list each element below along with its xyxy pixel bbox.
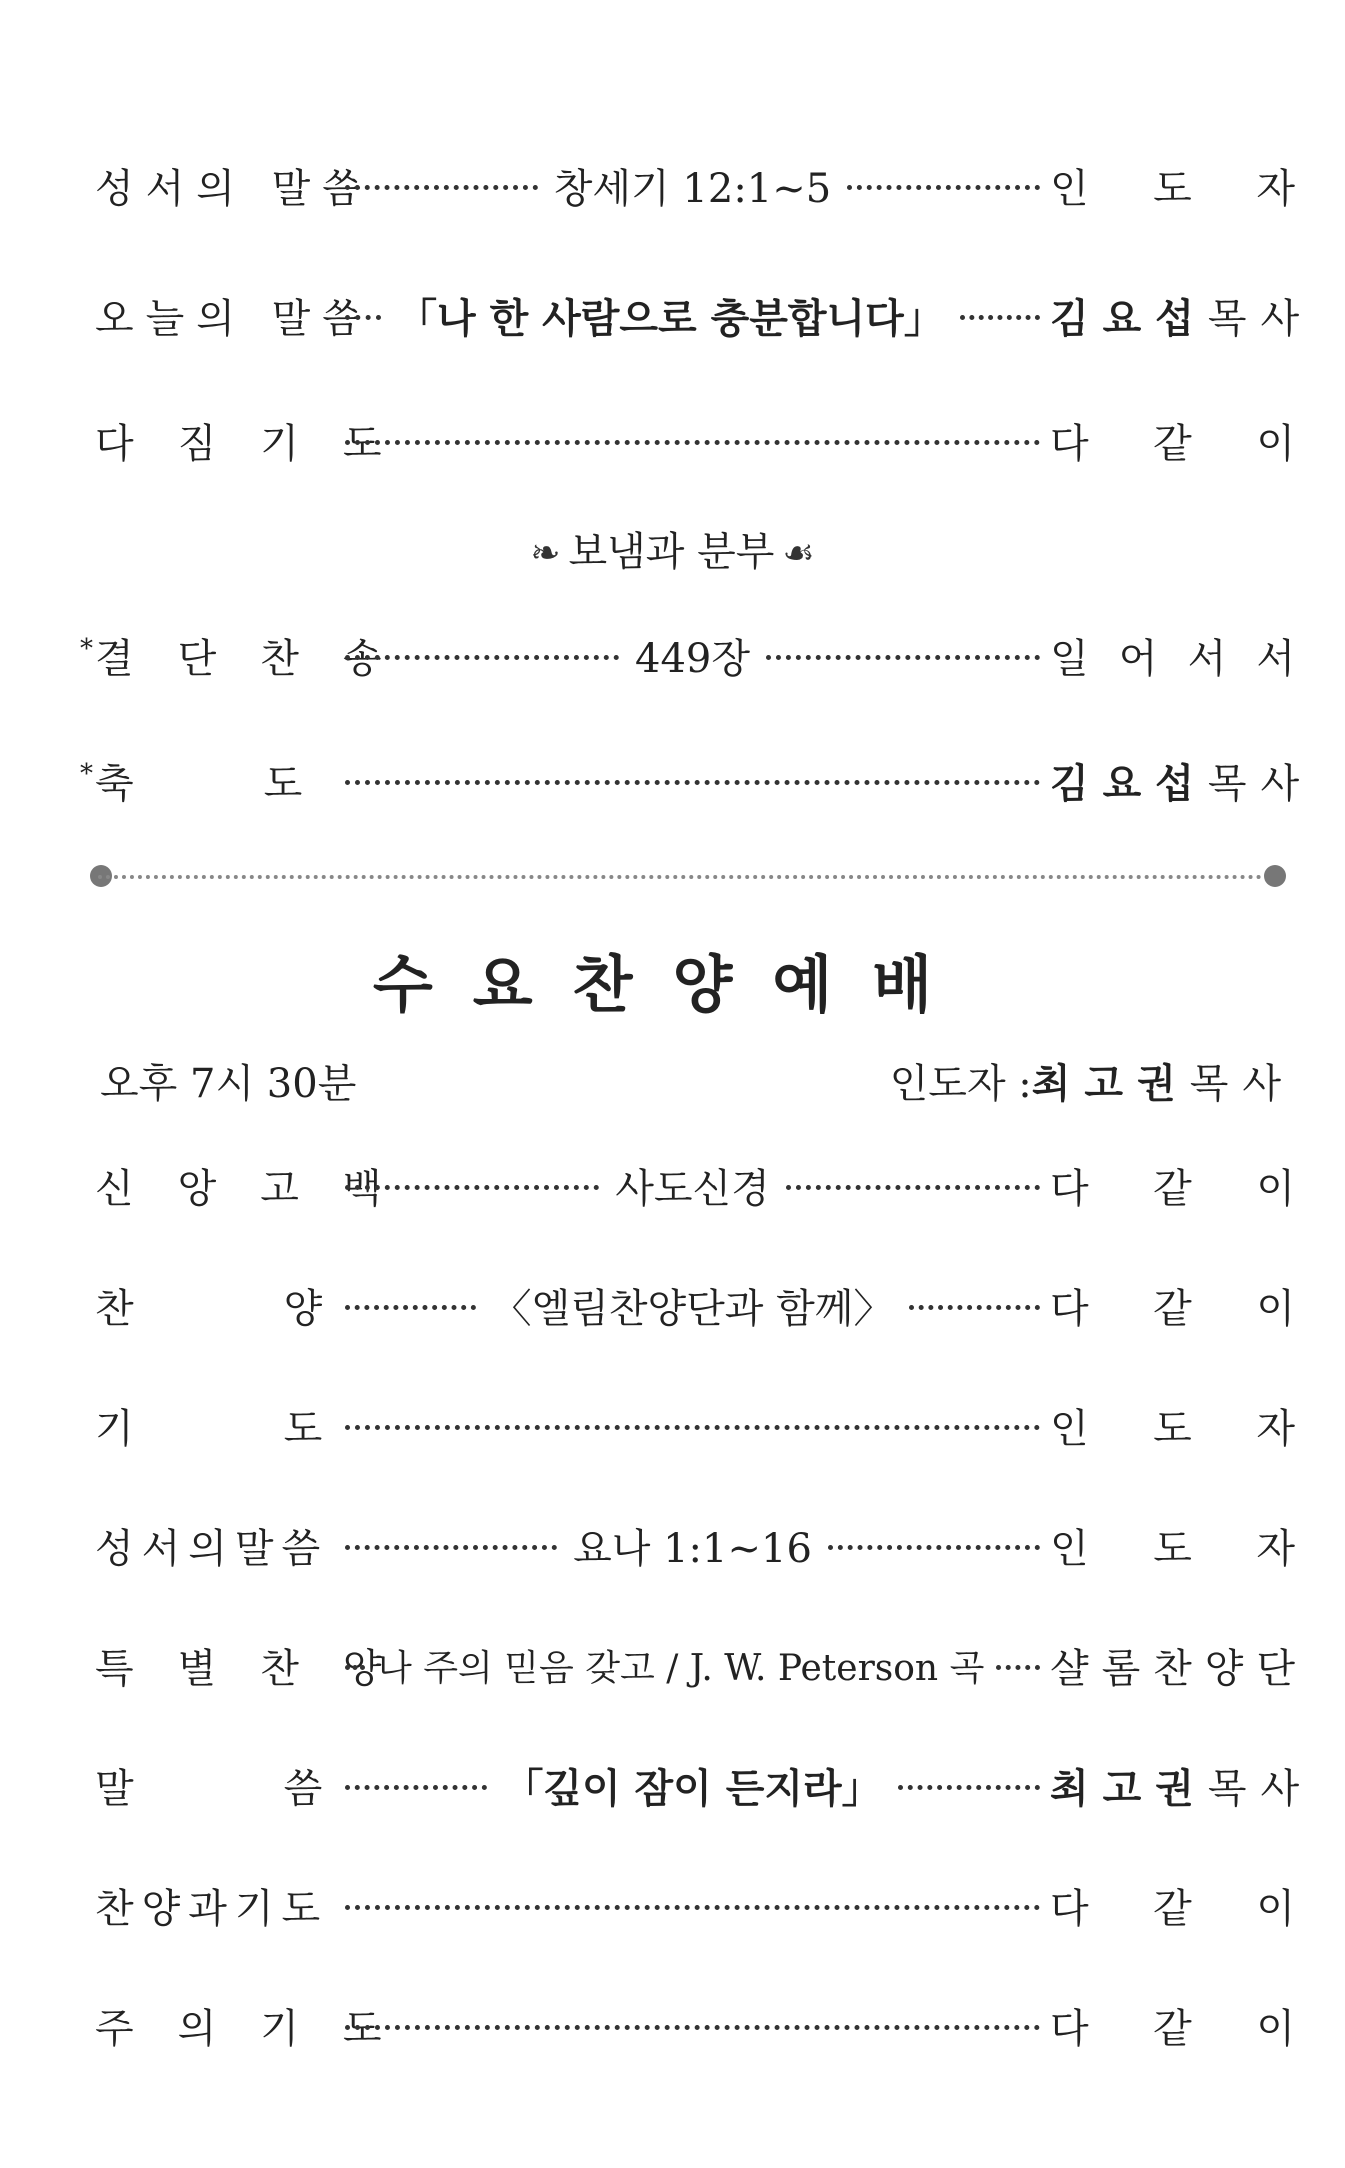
section-heading: ❧ 보냄과 분부 ☙	[530, 529, 815, 575]
leader-dots	[345, 780, 1040, 785]
order-label: 다짐기도	[95, 420, 426, 467]
divider-end-dot	[1264, 865, 1286, 887]
order-detail: 창세기 12:1~5	[553, 165, 832, 212]
order-leader: 인 도 자	[1050, 1405, 1295, 1452]
leader-dots	[766, 655, 1040, 660]
order-leader: 최고권 목사	[1050, 1765, 1314, 1812]
leader-dots	[345, 185, 538, 190]
order-leader: 김요섭 목사	[1050, 295, 1314, 342]
order-leader: 인 도 자	[1050, 165, 1295, 212]
order-label: 특별찬양	[95, 1645, 426, 1692]
order-row-creed	[95, 1155, 1295, 1215]
order-leader: 다 같 이	[1050, 420, 1295, 467]
leader-dots	[909, 1305, 1040, 1310]
order-row-sermon-2	[95, 1755, 1314, 1815]
order-detail: 사도신경	[615, 1165, 770, 1212]
order-row-scripture-2	[95, 1515, 1295, 1575]
leader-dots	[345, 1185, 599, 1190]
ornament-icon: ❧	[530, 533, 561, 574]
service-title: 수요찬양예배	[372, 948, 973, 1021]
leader-dots	[345, 1785, 487, 1790]
leader-dots	[828, 1545, 1040, 1550]
sermon-title: 「나 한 사람으로 충분합니다」	[397, 295, 944, 342]
order-leader: 다 같 이	[1050, 1165, 1295, 1212]
order-label: 말씀	[95, 1765, 473, 1812]
order-row-hymn	[80, 625, 1295, 685]
order-row-scripture	[95, 155, 1295, 215]
order-row-praise-prayer	[95, 1875, 1295, 1935]
order-leader: 다 같 이	[1050, 1285, 1295, 1332]
section-divider	[98, 875, 1278, 879]
leader-dots	[345, 1545, 557, 1550]
order-label: *축도	[80, 759, 433, 807]
order-detail: 요나 1:1~16	[573, 1525, 812, 1572]
leader-dots	[345, 2025, 1040, 2030]
hymn-number: 449장	[635, 635, 750, 682]
order-leader: 다 같 이	[1050, 1885, 1295, 1932]
order-leader: 샬 롬 찬 양 단	[1050, 1645, 1295, 1692]
standing-mark: *	[80, 634, 93, 665]
order-row-prayer	[95, 1395, 1295, 1455]
order-row-praise	[95, 1275, 1295, 1335]
leader-dots	[345, 315, 381, 320]
order-row-commitment-prayer	[95, 410, 1295, 470]
leader-dots	[960, 315, 1040, 320]
leader-dots	[996, 1665, 1040, 1670]
order-label: 오늘의 말씀	[95, 295, 373, 342]
service-time: 오후 7시 30분	[100, 1060, 357, 1107]
leader-dots	[847, 185, 1040, 190]
order-label: 신앙고백	[95, 1165, 426, 1212]
leader-dots	[898, 1785, 1040, 1790]
order-label: 성서의말씀	[95, 1525, 329, 1572]
order-row-special-praise	[95, 1635, 1295, 1695]
service-info	[100, 1050, 1295, 1110]
order-leader: 김요섭 목사	[1050, 760, 1314, 807]
service-leader: 인도자 : 최고권 목사	[889, 1060, 1295, 1107]
leader-dots	[345, 655, 619, 660]
order-row-lords-prayer	[95, 1995, 1295, 2055]
order-leader: 다 같 이	[1050, 2005, 1295, 2052]
leader-dots	[786, 1185, 1040, 1190]
order-label: 주의기도	[95, 2005, 426, 2052]
order-row-sermon	[95, 285, 1314, 345]
ornament-icon: ☙	[782, 533, 815, 574]
order-label: 찬양과기도	[95, 1885, 329, 1932]
order-label: 성서의 말씀	[95, 165, 373, 212]
order-label: 찬양	[95, 1285, 473, 1332]
order-label: 기도	[95, 1405, 473, 1452]
leader-dots	[345, 1905, 1040, 1910]
order-detail: 나 주의 믿음 갖고 / J. W. Peterson 곡	[377, 1647, 985, 1689]
order-label: *결단찬송	[80, 634, 426, 682]
standing-mark: *	[80, 759, 93, 790]
order-leader: 일 어 서 서	[1050, 635, 1295, 682]
leader-dots	[345, 1665, 365, 1670]
order-row-benediction	[80, 750, 1314, 810]
sermon-title: 「깊이 잠이 든지라」	[503, 1765, 882, 1812]
leader-dots	[345, 1305, 476, 1310]
order-leader: 인 도 자	[1050, 1525, 1295, 1572]
order-detail: 〈엘림찬양단과 함께〉	[491, 1285, 894, 1332]
leader-dots	[345, 1425, 1040, 1430]
leader-dots	[345, 440, 1040, 445]
